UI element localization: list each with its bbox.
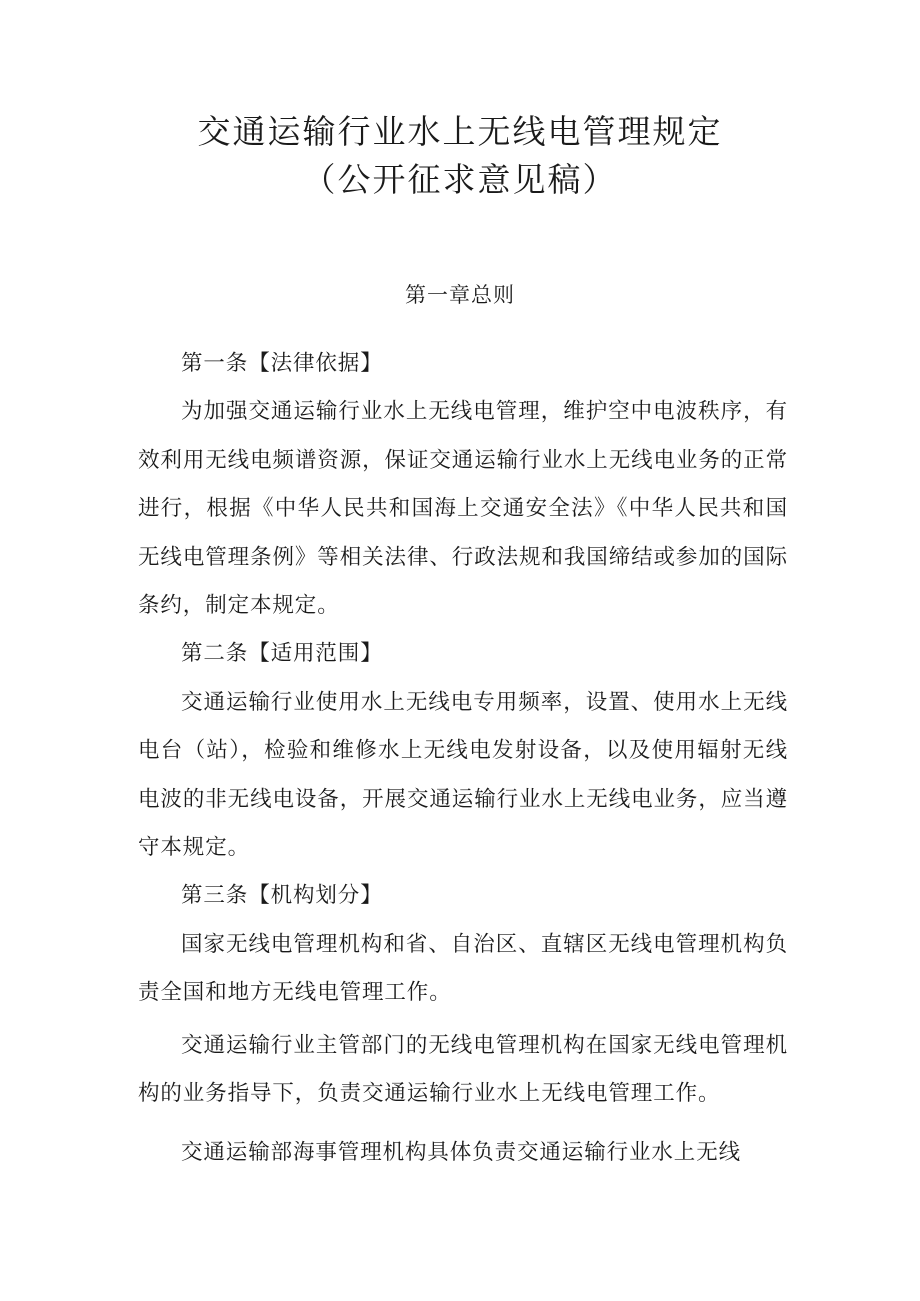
- article-1-heading: 第一条【法律依据】: [181, 351, 383, 376]
- article-2-heading: 第二条【适用范围】: [181, 641, 383, 667]
- article-3-paragraph-3: 交通运输部海事管理机构具体负责交通运输行业水上无线: [181, 1139, 742, 1165]
- chapter-heading: 第一章总则: [405, 283, 515, 307]
- document-body: [138, 340, 788, 1177]
- article-3-heading: 第三条【机构划分】: [181, 883, 383, 909]
- title-main: 交通运输行业水上无线电管理规定: [197, 112, 723, 151]
- document-title: [0, 108, 920, 204]
- article-1-paragraph-1: 为加强交通运输行业水上无线电管理，维护空中电波秩序，有效利用无线电频谱资源，保证交通运输行业水上无线电业务的正常进行，根据《中华人民共和国海上交通安全法》《中华人民共和国无线电管理条例》等相关法律、行政法规和我国缔结或参加的国际条约，制定本规定。: [138, 399, 788, 619]
- title-subtitle: （公开征求意见稿）: [302, 160, 618, 199]
- article-2-paragraph-1: 交通运输行业使用水上无线电专用频率，设置、使用水上无线电台（站），检验和维修水上无线电发射设备，以及使用辐射无线电波的非无线电设备，开展交通运输行业水上无线电业务，应当遵守本规定。: [138, 689, 788, 861]
- article-3-paragraph-2: 交通运输行业主管部门的无线电管理机构在国家无线电管理机构的业务指导下，负责交通运输行业水上无线电管理工作。: [138, 1032, 788, 1107]
- article-3-paragraph-1: 国家无线电管理机构和省、自治区、直辖区无线电管理机构负责全国和地方无线电管理工作。: [138, 931, 788, 1006]
